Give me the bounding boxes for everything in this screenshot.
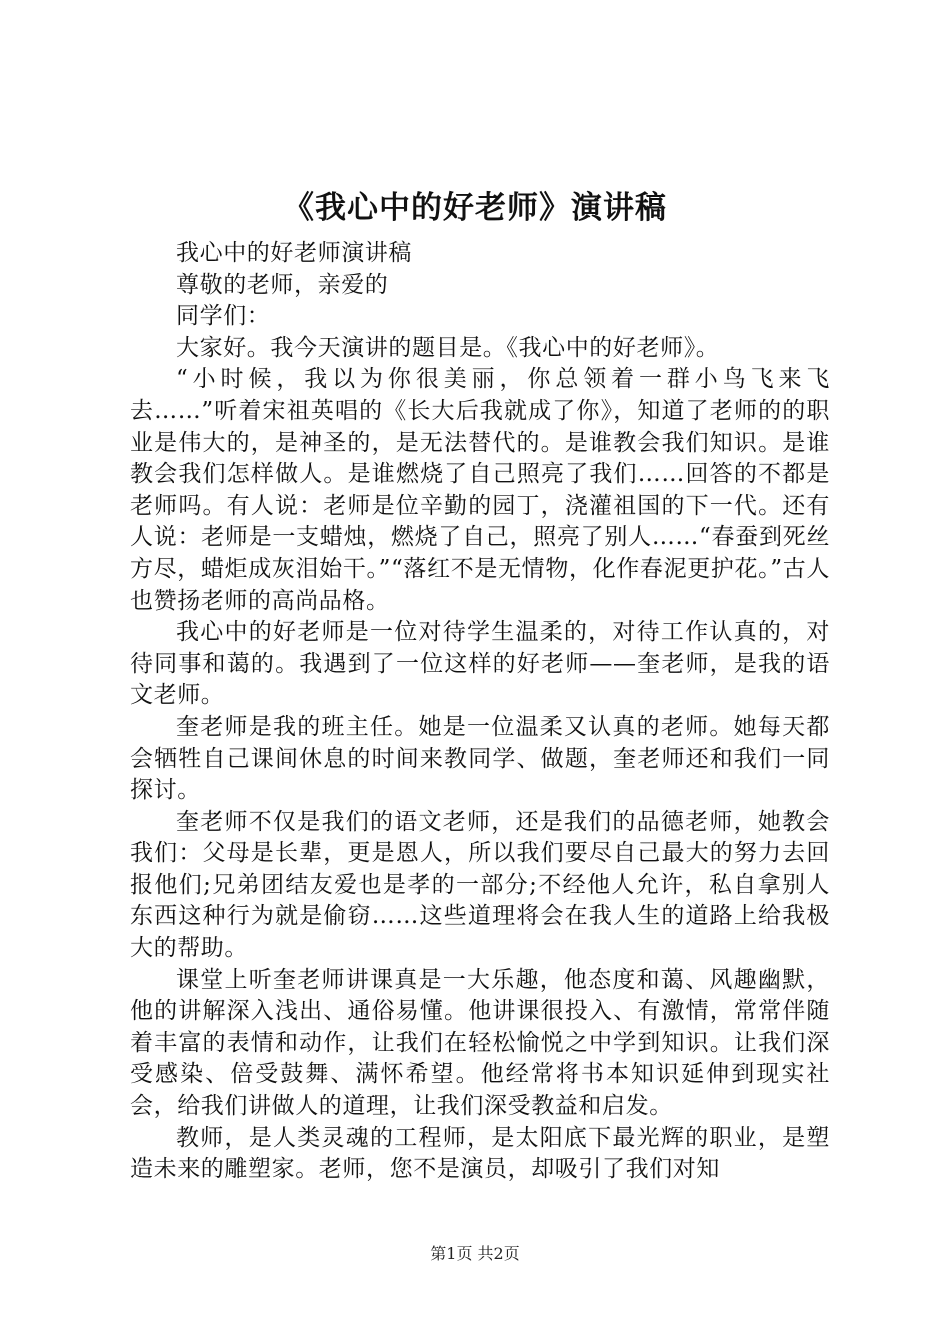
paragraph-class-teacher: 奎老师是我的班主任。她是一位温柔又认真的老师。她每天都会牺牲自己课间休息的时间来教同学、做题，奎老师还和我们一同探讨。 [130,713,830,804]
paragraph-salutation: 尊敬的老师，亲爱的 [176,271,389,298]
document-title: 《我心中的好老师》演讲稿 [283,190,667,226]
paragraph-good-teacher: 我心中的好老师是一位对待学生温柔的，对待工作认真的，对待同事和蔼的。我遇到了一位这样的好老师——奎老师，是我的语文老师。 [130,619,830,709]
page-footer: 第1页 共2页 [430,1244,520,1263]
paragraph-moral-teacher: 奎老师不仅是我们的语文老师，还是我们的品德老师，她教会我们：父母是长辈，更是恩人，所以我们要尽自己最大的努力去回报他们;兄弟团结友爱也是孝的一部分;不经他人允许，私自拿别人东西这种行为就是偷窃……这些道理将会在我人生的道路上给我极大的帮助。 [130,808,830,962]
paragraph-salutation-continued: 同学们： [176,303,271,330]
paragraph-teacher-praise: 教师，是人类灵魂的工程师，是太阳底下最光辉的职业，是塑造未来的雕塑家。老师，您不是演员，却吸引了我们对知 [130,1124,830,1183]
paragraph-greeting: 大家好。我今天演讲的题目是。《我心中的好老师》。 [176,334,720,361]
paragraph-classroom: 课堂上听奎老师讲课真是一大乐趣，他态度和蔼、风趣幽默，他的讲解深入浅出、通俗易懂。他讲课很投入、有激情，常常伴随着丰富的表情和动作，让我们在轻松愉悦之中学到知识。让我们深受感染、倍受鼓舞、满怀希望。他经常将书本知识延伸到现实社会，给我们讲做人的道理，让我们深受教益和启发。 [130,966,830,1120]
document-body [130,238,830,1186]
paragraph-speech-heading: 我心中的好老师演讲稿 [176,240,412,266]
paragraph-intro: “小时候，我以为你很美丽，你总领着一群小鸟飞来飞去……”听着宋祖英唱的《长大后我就成了你》，知道了老师的的职业是伟大的，是神圣的，是无法替代的。是谁教会我们知识。是谁教会我们怎样做人。是谁燃烧了自己照亮了我们……回答的不都是老师吗。有人说：老师是位辛勤的园丁，浇灌祖国的下一代。还有人说：老师是一支蜡烛，燃烧了自己，照亮了别人……“春蚕到死丝方尽，蜡炬成灰泪始干。”“落红不是无情物，化作春泥更护花。”古人也赞扬老师的高尚品格。 [130,366,830,614]
